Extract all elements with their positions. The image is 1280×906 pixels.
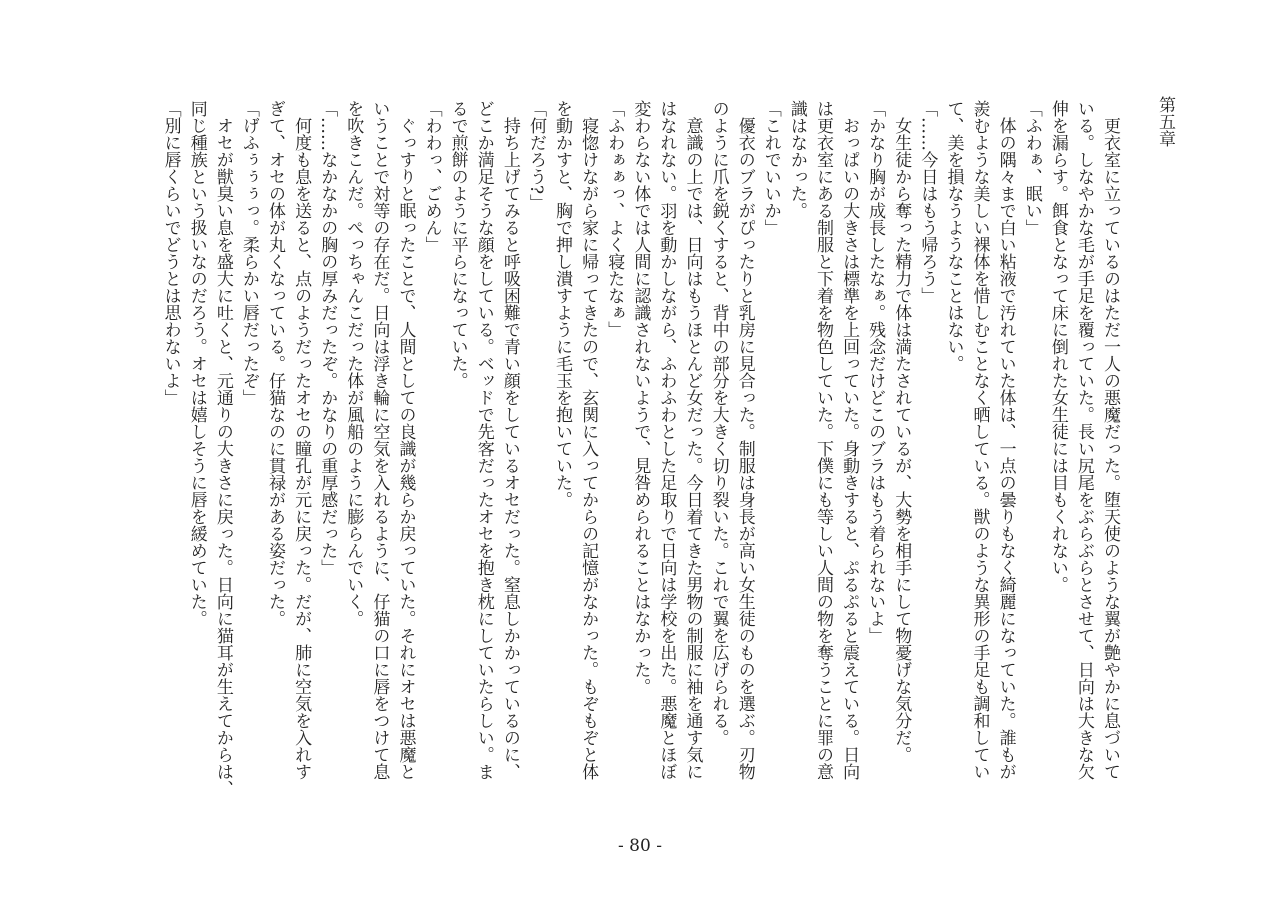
text-line: いる。しなやかな毛が手足を覆っていた。長い尻尾をぶらぶらとさせて、日向は大きな欠 bbox=[1073, 100, 1094, 780]
chapter-title: 第五章 bbox=[1155, 96, 1175, 147]
text-line: 優衣のブラがぴったりと乳房に見合った。制服は身長が高い女生徒のものを選ぶ。刃物 bbox=[734, 100, 755, 780]
page-number: - 80 - bbox=[618, 836, 662, 856]
text-line: 持ち上げてみると呼吸困難で青い顔をしているオセだった。窒息しかかっているのに、 bbox=[499, 100, 520, 780]
text-line: のように爪を鋭くすると、背中の部分を大きく切り裂いた。これで翼を広げられる。 bbox=[708, 100, 729, 746]
text-line: オセが獣臭い息を盛大に吐くと、元通りの大きさに戻った。日向に猫耳が生えてからは、 bbox=[212, 100, 233, 797]
text-line: 識はなかった。 bbox=[786, 100, 807, 219]
text-line: 寝惚けながら家に帰ってきたので、玄関に入ってからの記憶がなかった。もぞもぞと体 bbox=[578, 100, 599, 780]
text-line: ぎて、オセの体が丸くなっている。仔猫なのに貫禄がある姿だった。 bbox=[265, 100, 285, 627]
text-line: るで煎餅のように平らになっていた。 bbox=[447, 100, 468, 389]
text-line: 「げふぅぅぅっ。柔らかい唇だったぞ」 bbox=[238, 100, 259, 406]
text-line: 「ふわぁぁっ、よく寝たなぁ」 bbox=[604, 100, 625, 338]
text-line: て、美を損なうようなことはない。 bbox=[943, 100, 964, 372]
text-line: 同じ種族という扱いなのだろう。オセは嬉しそうに唇を緩めていた。 bbox=[186, 100, 207, 627]
text-line: 体の隅々まで白い粘液で汚れていた体は、一点の曇りもなく綺麗になっていた。誰もが bbox=[995, 100, 1016, 780]
text-line: 「別に唇くらいでどうとは思わないよ」 bbox=[160, 100, 181, 406]
text-line: 伸を漏らす。餌食となって床に倒れた女生徒には目もくれない。 bbox=[1047, 100, 1068, 593]
text-line: を吹きこんだ。ぺっちゃんこだった体が風船のように膨らんでいく。 bbox=[343, 100, 364, 627]
text-line: どこか満足そうな顔をしている。ベッドで先客だったオセを抱き枕にしていたらしい。ま bbox=[473, 100, 494, 780]
text-line: 「わわっ、ごめん」 bbox=[421, 100, 442, 253]
text-line: 「何だろう?」 bbox=[525, 100, 546, 212]
text-line: 「かなり胸が成長したなぁ。残念だけどこのブラはもう着られないよ」 bbox=[865, 100, 886, 644]
body-text bbox=[158, 100, 1123, 797]
text-line: ぐっすりと眠ったことで、人間としての良識が幾らか戻っていた。それにオセは悪魔と bbox=[395, 100, 416, 780]
text-line: は更衣室にある制服と下着を物色していた。下僕にも等しい人間の物を奪うことに罪の意 bbox=[812, 100, 833, 780]
text-line: 羨むような美しい裸体を惜しむことなく晒している。獣のような異形の手足も調和してい bbox=[969, 100, 990, 780]
text-line: 「ふわぁ、眠い」 bbox=[1021, 100, 1042, 236]
text-line: 変わらない体では人間に認識されないようで、見咎められることはなかった。 bbox=[630, 100, 651, 695]
text-line: 更衣室に立っているのはただ一人の悪魔だった。堕天使のような翼が艶やかに息づいて bbox=[1100, 100, 1120, 780]
text-line: 意識の上では、日向はもうほとんど女だった。今日着てきた男物の制服に袖を通す気に bbox=[682, 100, 703, 780]
text-line: 女生徒から奪った精力で体は満たされているが、大勢を相手にして物憂げな気分だ。 bbox=[891, 100, 912, 763]
text-line: 何度も息を送ると、点のようだったオセの瞳孔が元に戻った。だが、肺に空気を入れす bbox=[291, 100, 312, 780]
text-line: 「……なかなかの胸の厚みだったぞ。かなりの重厚感だった」 bbox=[317, 100, 338, 576]
text-line: おっぱいの大きさは標準を上回っていた。身動きすると、ぷるぷると震えている。日向 bbox=[839, 100, 860, 780]
text-line: 「これでいいか」 bbox=[760, 100, 781, 236]
text-line: はなれない。羽を動かしながら、ふわふわとした足取りで日向は学校を出た。悪魔とほぼ bbox=[656, 100, 677, 780]
text-line: を動かすと、胸で押し潰すように毛玉を抱いていた。 bbox=[552, 100, 573, 508]
text-line: 「……今日はもう帰ろう」 bbox=[917, 100, 938, 304]
text-line: いうことで対等の存在だ。日向は浮き輪に空気を入れるように、仔猫の口に唇をつけて息 bbox=[369, 100, 390, 780]
